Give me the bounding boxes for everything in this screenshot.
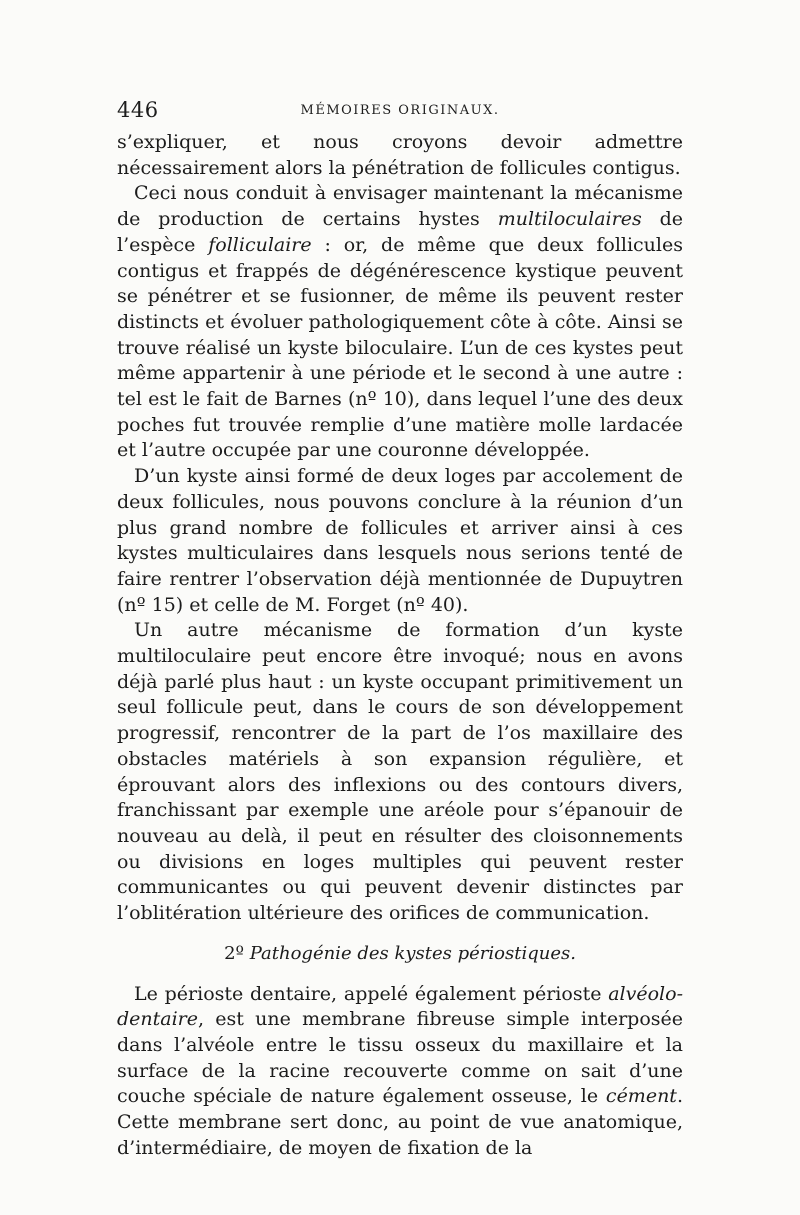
section-heading (117, 941, 683, 967)
term-multiloculaires: multiloculaires (497, 208, 642, 231)
section-title: Pathogénie des kystes périostiques. (249, 942, 576, 964)
page-body (117, 130, 683, 1161)
term-cement: cément (605, 1085, 677, 1108)
term-folliculaire: folliculaire (208, 233, 312, 256)
paragraph-multilocular-mechanism: Ceci nous conduit à envisager maintenant la mécanisme de production de certains hystes multiloculaires de l’espèce folliculaire : or, de même que deux follicules contigus et frappés de dégénérescence kystique peuvent se pénétrer et se fusionner, de même ils peuvent rester distincts et évoluer pathologiquement côte à côte. Ainsi se trouve réalisé un kyste biloculaire. L’un de ces kystes peut même appartenir à une période et le second à une autre : tel est le fait de Barnes (nº 10), dans lequel l’une des deux poches fut trouvée remplie d’une matière molle lardacée et l’autre occupée par une couronne développée. (117, 182, 683, 462)
page-number: 446 (117, 98, 159, 122)
section-number: 2º (224, 942, 244, 964)
running-title: MÉMOIRES ORIGINAUX. (300, 103, 500, 118)
paragraph-continued: s’expliquer, et nous croyons devoir admettre nécessairement alors la pénétration de follicules contigus. (117, 131, 683, 179)
term-alveolo-dentaire: alvéolo-dentaire (117, 982, 683, 1031)
page-header (117, 98, 683, 126)
paragraph-periosteum: Le périoste dentaire, appelé également périoste alvéolo-dentaire, est une membrane fibreuse simple interposée dans l’alvéole entre le tissu osseux du maxillaire et la surface de la racine recouverte comme on sait d’une couche spéciale de nature également osseuse, le cément. Cette membrane sert donc, au point de vue anatomique, d’intermédiaire, de moyen de fixation de la (117, 982, 683, 1159)
paragraph-other-mechanism: Un autre mécanisme de formation d’un kyste multiloculaire peut encore être invoqué; nous en avons déjà parlé plus haut : un kyste occupant primitivement un seul follicule peut, dans le cours de son développement progressif, rencontrer de la part de l’os maxillaire des obstacles matériels à son expansion régulière, et éprouvant alors des inflexions ou des contours divers, franchissant par exemple une aréole pour s’épanouir de nouveau au delà, il peut en résulter des cloisonnements ou divisions en loges multiples qui peuvent rester communicantes ou qui peuvent devenir distinctes par l’oblitération ultérieure des orifices de communication. (117, 619, 683, 925)
paragraph-two-loges: D’un kyste ainsi formé de deux loges par accolement de deux follicules, nous pouvons conclure à la réunion d’un plus grand nombre de follicules et arriver ainsi à ces kystes multiculaires dans lesquels nous serions tenté de faire rentrer l’observation déjà mentionnée de Dupuytren (nº 15) et celle de M. Forget (nº 40). (117, 465, 683, 616)
